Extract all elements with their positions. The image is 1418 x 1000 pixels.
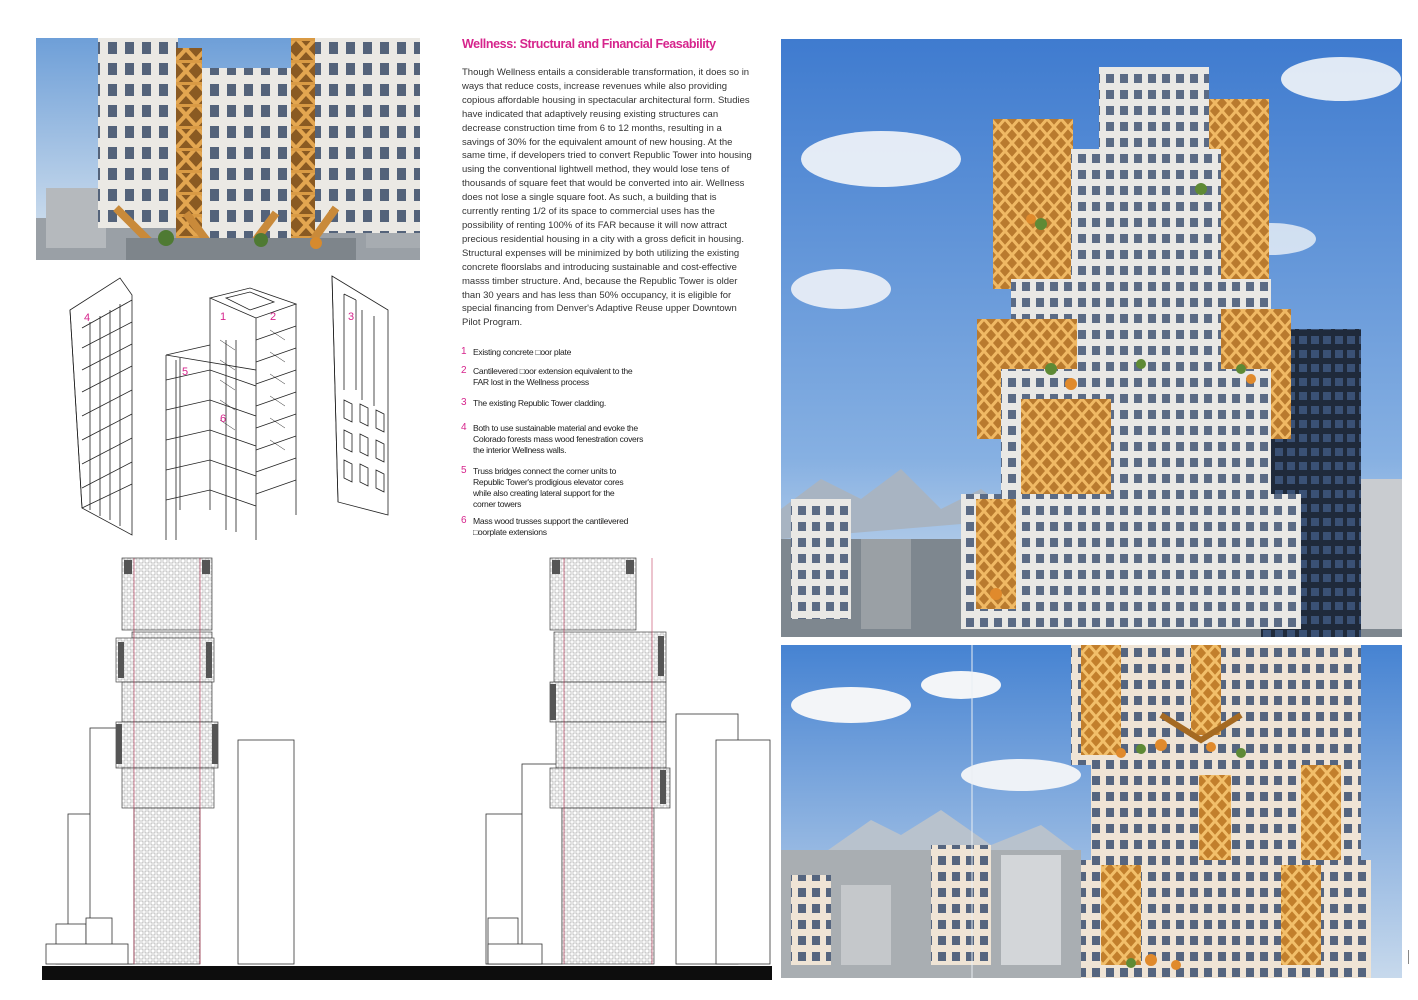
elevation-drawing-left bbox=[42, 552, 372, 982]
ground-line bbox=[42, 966, 772, 980]
axo-label-6: 6 bbox=[220, 413, 227, 425]
rendering-courtyard-view bbox=[36, 38, 420, 260]
page-edge-mark bbox=[1408, 950, 1409, 964]
axo-label-5: 5 bbox=[182, 366, 189, 378]
legend-text: Mass wood trusses support the cantilevered □oorplate extensions bbox=[473, 516, 629, 537]
axo-wood-fenestration bbox=[70, 278, 132, 535]
legend-number: 6 bbox=[461, 515, 467, 526]
legend-number: 3 bbox=[461, 397, 467, 408]
axo-structure bbox=[166, 288, 296, 540]
legend-text: The existing Republic Tower cladding. bbox=[473, 398, 607, 408]
rendering-terrace-view bbox=[781, 645, 1402, 978]
legend-number: 4 bbox=[461, 422, 467, 433]
legend-text: Truss bridges connect the corner units to Republic Tower's prodigious elevator cores while also creating lateral support for the corner towers bbox=[473, 466, 624, 509]
legend-item bbox=[461, 466, 751, 510]
legend-item bbox=[461, 516, 751, 538]
axonometric-diagrams bbox=[60, 270, 400, 550]
legend-number: 1 bbox=[461, 346, 467, 357]
legend-text: Cantilevered □oor extension equivalent to the FAR lost in the Wellness process bbox=[473, 366, 633, 387]
rendering-tower-view bbox=[781, 39, 1402, 637]
page-title: Wellness: Structural and Financial Feasability bbox=[462, 37, 716, 51]
legend-item bbox=[461, 347, 751, 358]
axo-label-3: 3 bbox=[348, 311, 355, 323]
axo-label-4: 4 bbox=[84, 312, 91, 324]
axo-cladding bbox=[332, 276, 388, 515]
legend-text: Existing concrete □oor plate bbox=[473, 347, 572, 357]
legend-item bbox=[461, 366, 751, 388]
body-paragraph: Though Wellness entails a considerable transformation, it does so in ways that reduce costs, increase revenues while also providing copious affordable housing in spectacular architectural form. Studies have indicated that adaptively reusing existing structures can decrease construction time from 6 to 12 months, resulting in a savings of 30% for the equivalent amount of new housing. At the same time, if developers tried to convert Republic Tower into housing using the conventional lightwell method, they would lose tens of thousands of square feet that would be converted into air. Wellness does not lose a single square foot. As such, a building that is currently renting 1/2 of its space to commercial uses has the possibility of renting 100% of its FAR because it will now attract precious residential housing in a city with a gross deficit in housing. Structural expenses will be minimized by both utilizing the existing concrete floorslabs and introducing sustainable and cost-effective masss timber structure. And, because the Republic Tower is older than 30 years and has less than 50% occupancy, it is eligible for special financing from Denver's Adaptive Reuse upper Downtown Pilot Program. bbox=[462, 67, 752, 329]
legend-text: Both to use sustainable material and evoke the Colorado forests mass wood fenestration covers the interior Wellness walls. bbox=[473, 423, 644, 455]
legend-item bbox=[461, 423, 751, 456]
legend-number: 2 bbox=[461, 365, 467, 376]
axo-label-1: 1 bbox=[220, 311, 227, 323]
axo-label-2: 2 bbox=[270, 311, 277, 323]
elevation-drawing-right bbox=[470, 552, 772, 982]
legend-number: 5 bbox=[461, 465, 467, 476]
legend-item bbox=[461, 398, 751, 409]
